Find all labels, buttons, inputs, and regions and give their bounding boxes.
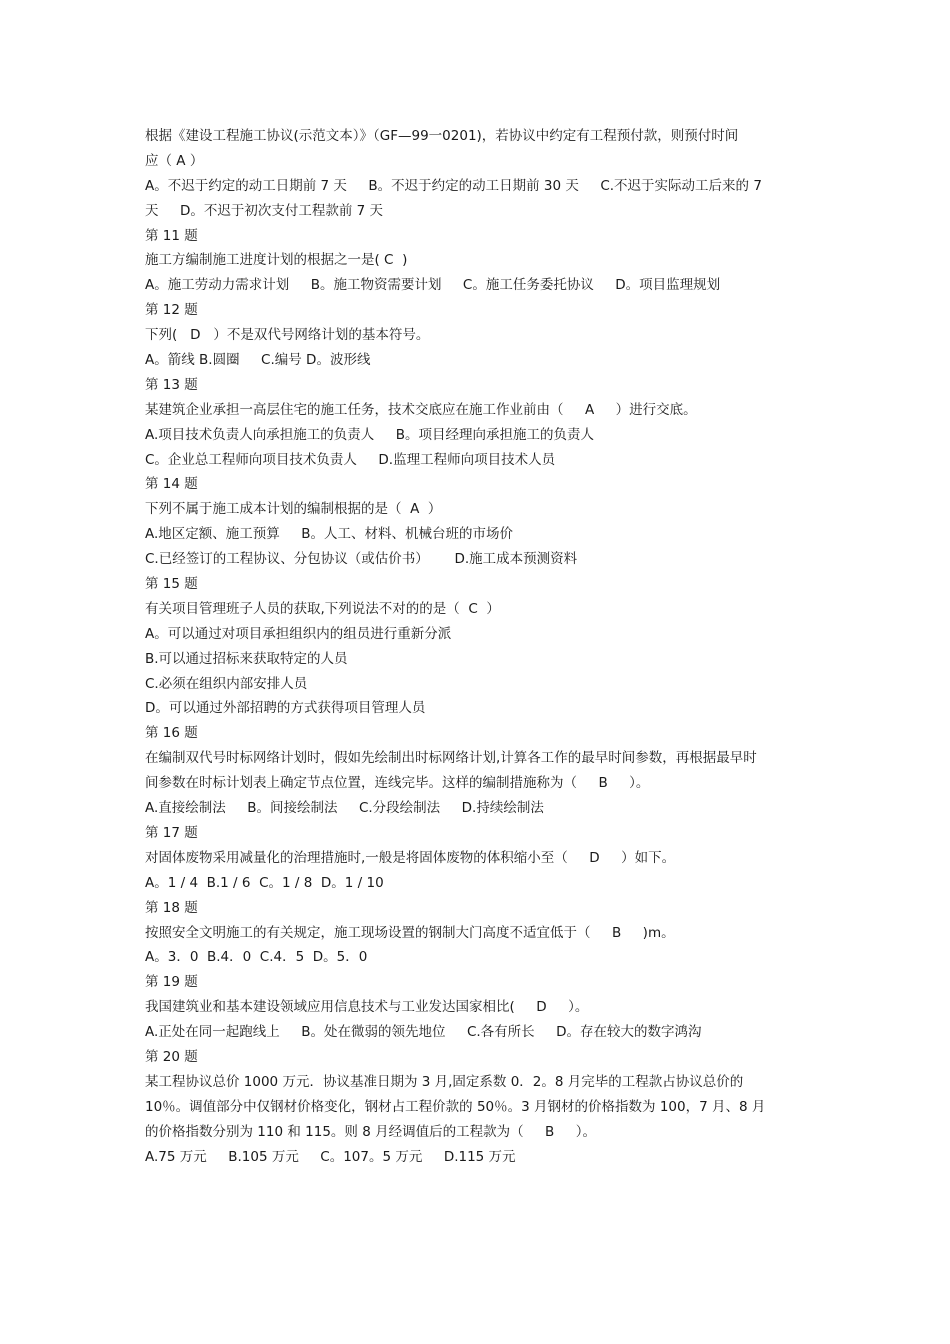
question-18-options: A。3．0 B.4．0 C.4．5 D。5．0 — [145, 949, 368, 966]
question-10-stem-line-2: 应（ A ） — [145, 152, 204, 169]
question-10-options-line-2: 天 D。不迟于初次支付工程款前 7 天 — [145, 202, 384, 219]
question-12-options: A。箭线 B.圆圈 C.编号 D。波形线 — [145, 352, 371, 369]
question-17-options: A。1 / 4 B.1 / 6 C。1 / 8 D。1 / 10 — [145, 874, 384, 891]
question-13-stem: 某建筑企业承担一高层住宅的施工任务，技术交底应在施工作业前由（ A ）进行交底。 — [145, 401, 697, 418]
question-18-heading: 第 18 题 — [145, 899, 198, 916]
question-11-stem: 施工方编制施工进度计划的根据之一是( C ) — [145, 252, 408, 269]
question-18-stem: 按照安全文明施工的有关规定，施工现场设置的钢制大门高度不适宜低于（ B )m。 — [145, 924, 675, 941]
question-13-heading: 第 13 题 — [145, 376, 198, 393]
question-14-options-line-2: C.已经签订的工程协议、分包协议（或估价书） D.施工成本预测资料 — [145, 551, 578, 568]
question-16-options: A.直接绘制法 B。间接绘制法 C.分段绘制法 D.持续绘制法 — [145, 800, 544, 817]
question-17-stem: 对固体废物采用减量化的治理措施时,一般是将固体废物的体积缩小至（ D ）如下。 — [145, 849, 676, 866]
document-body — [145, 124, 805, 1169]
question-20-stem-line-1: 某工程协议总价 1000 万元．协议基准日期为 3 月,固定系数 0．2。8 月完毕的工程款占协议总价的 — [145, 1073, 744, 1090]
question-14-stem: 下列不属于施工成本计划的编制根据的是（ A ） — [145, 501, 442, 518]
question-15-option-a: A。可以通过对项目承担组织内的组员进行重新分派 — [145, 625, 452, 642]
question-14-heading: 第 14 题 — [145, 476, 198, 493]
question-19-options: A.正处在同一起跑线上 B。处在微弱的领先地位 C.各有所长 D。存在较大的数字鸿沟 — [145, 1024, 702, 1041]
question-14-options-line-1: A.地区定额、施工预算 B。人工、材料、机械台班的市场价 — [145, 526, 514, 543]
question-16-stem-line-1: 在编制双代号时标网络计划时，假如先绘制出时标网络计划,计算各工作的最早时间参数，再根据最早时 — [145, 750, 757, 767]
question-20-options: A.75 万元 B.105 万元 C。107。5 万元 D.115 万元 — [145, 1148, 516, 1165]
question-20-heading: 第 20 题 — [145, 1048, 198, 1065]
question-11-options: A。施工劳动力需求计划 B。施工物资需要计划 C。施工任务委托协议 D。项目监理规划 — [145, 277, 721, 294]
question-15-option-c: C.必须在组织内部安排人员 — [145, 675, 308, 692]
question-13-options-line-1: A.项目技术负责人向承担施工的负责人 B。项目经理向承担施工的负责人 — [145, 426, 595, 443]
question-13-options-line-2: C。企业总工程师向项目技术负责人 D.监理工程师向项目技术人员 — [145, 451, 556, 468]
question-12-heading: 第 12 题 — [145, 302, 198, 319]
question-16-stem-line-2: 间参数在时标计划表上确定节点位置，连线完毕。这样的编制措施称为（ B ）。 — [145, 775, 650, 792]
question-19-heading: 第 19 题 — [145, 974, 198, 991]
question-20-stem-line-2: 10％。调值部分中仅钢材价格变化，钢材占工程价款的 50％。3 月钢材的价格指数为 100，7 月、8 月 — [145, 1098, 766, 1115]
question-10-options-line-1: A。不迟于约定的动工日期前 7 天 B。不迟于约定的动工日期前 30 天 C.不迟于实际动工后来的 7 — [145, 177, 762, 194]
question-20-stem-line-3: 的价格指数分别为 110 和 115。则 8 月经调值后的工程款为（ B ）。 — [145, 1123, 597, 1140]
question-17-heading: 第 17 题 — [145, 824, 198, 841]
question-15-option-b: B.可以通过招标来获取特定的人员 — [145, 650, 348, 667]
question-11-heading: 第 11 题 — [145, 227, 198, 244]
question-16-heading: 第 16 题 — [145, 725, 198, 742]
question-10-stem-line-1: 根据《建设工程施工协议(示范文本）》（GF—99一0201)，若协议中约定有工程预付款，则预付时间 — [145, 128, 739, 144]
question-15-option-d: D。可以通过外部招聘的方式获得项目管理人员 — [145, 700, 426, 717]
question-19-stem: 我国建筑业和基本建设领域应用信息技术与工业发达国家相比( D ）。 — [145, 999, 589, 1016]
question-12-stem: 下列( D ）不是双代号网络计划的基本符号。 — [145, 327, 430, 344]
question-15-stem: 有关项目管理班子人员的获取,下列说法不对的的是（ C ） — [145, 600, 500, 617]
question-15-heading: 第 15 题 — [145, 576, 198, 593]
